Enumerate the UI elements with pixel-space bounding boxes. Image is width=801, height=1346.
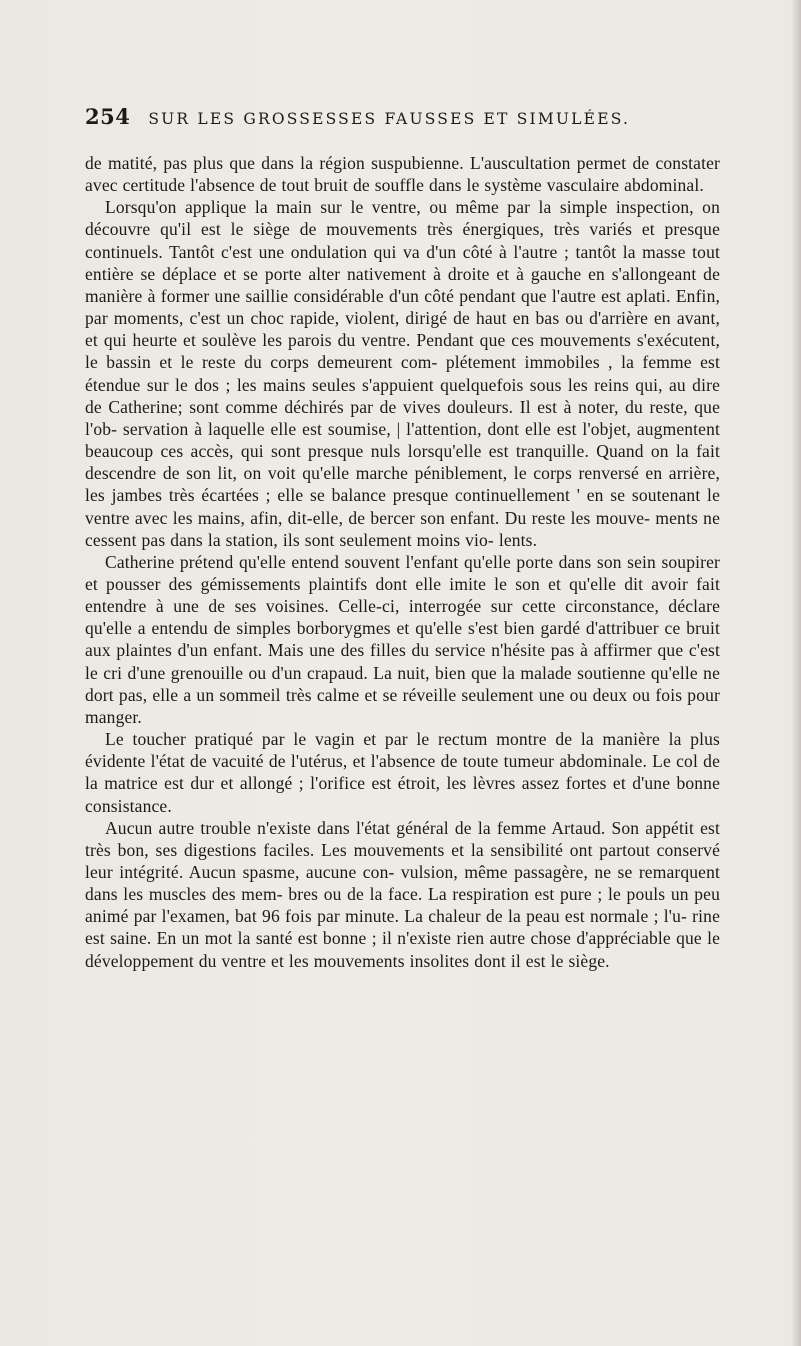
paragraph: Aucun autre trouble n'existe dans l'état général de la femme Artaud. Son appétit est très bon, ses digestions faciles. Les mouvements et la sensibilité ont partout conservé leur intégrité. Aucun spasme, aucune con- vulsion, même passagère, ne se remarquent dans les muscles des mem- bres ou de la face. La respiration est pure ; le pouls un peu animé par l'examen, bat 96 fois par minute. La chaleur de la peau est normale ; l'u- rine est saine. En un mot la santé est bonne ; il n'existe rien autre chose d'appréciable que le développement du ventre et les mouvements insolites dont il est le siège.	[85, 817, 720, 971]
page-header	[85, 104, 735, 136]
page-edge-shadow	[791, 0, 801, 1346]
page-number: 254	[85, 104, 131, 129]
body-text	[85, 152, 720, 972]
paragraph: Le toucher pratiqué par le vagin et par le rectum montre de la manière la plus évidente l'état de vacuité de l'utérus, et l'absence de toute tumeur abdominale. Le col de la matrice est dur et allongé ; l'orifice est étroit, les lèvres assez fortes et d'une bonne consistance.	[85, 729, 720, 816]
paragraph: Catherine prétend qu'elle entend souvent l'enfant qu'elle porte dans son sein soupirer et pousser des gémissements plaintifs dont elle imite le son et qu'elle dit avoir fait entendre à une de ses voisines. Celle-ci, interrogée sur cette circonstance, déclare qu'elle a entendu de simples borborygmes et qu'elle s'est bien gardé d'attribuer ce bruit aux plaintes d'un enfant. Mais une des filles du service n'hésite pas à affirmer que c'est le cri d'une grenouille ou d'un crapaud. La nuit, bien que la malade soutienne qu'elle ne dort pas, elle a un sommeil très calme et se réveille seulement une ou deux ou fois pour manger.	[85, 551, 720, 727]
paragraph: de matité, pas plus que dans la région suspubienne. L'auscultation permet de constater avec certitude l'absence de tout bruit de souffle dans le système vasculaire abdominal.	[85, 153, 720, 196]
running-title: SUR LES GROSSESSES FAUSSES ET SIMULÉES.	[148, 110, 631, 128]
paragraph: Lorsqu'on applique la main sur le ventre, ou même par la simple inspection, on découvre qu'il est le siège de mouvements très énergiques, très variés et presque continuels. Tantôt c'est une ondulation qui va d'un côté à l'autre ; tantôt la masse tout entière se déplace et se porte alter nativement à droite et à gauche en s'allongeant de manière à former une saillie considérable d'un côté pendant que l'autre est aplati. Enfin, par moments, c'est un choc rapide, violent, dirigé de haut en bas ou d'arrière en avant, et qui heurte et soulève les parois du ventre. Pendant que ces mouvements s'exécutent, le bassin et le reste du corps demeurent com- plétement immobiles , la femme est étendue sur le dos ; les mains seules s'appuient quelquefois sous les reins qui, au dire de Catherine; sont comme déchirés par de vives douleurs. Il est à noter, du reste, que l'ob- servation à laquelle elle est soumise, | l'attention, dont elle est l'objet, augmentent beaucoup ces accès, qui sont presque nuls lorsqu'elle est tranquille. Quand on la fait descendre de son lit, on voit qu'elle marche péniblement, le corps renversé en arrière, les jambes très écartées ; elle se balance presque continuellement ' en se soutenant le ventre avec les mains, afin, dit-elle, de bercer son enfant. Du reste les mouve- ments ne cessent pas dans la station, ils sont seulement moins vio- lents.	[85, 197, 720, 550]
